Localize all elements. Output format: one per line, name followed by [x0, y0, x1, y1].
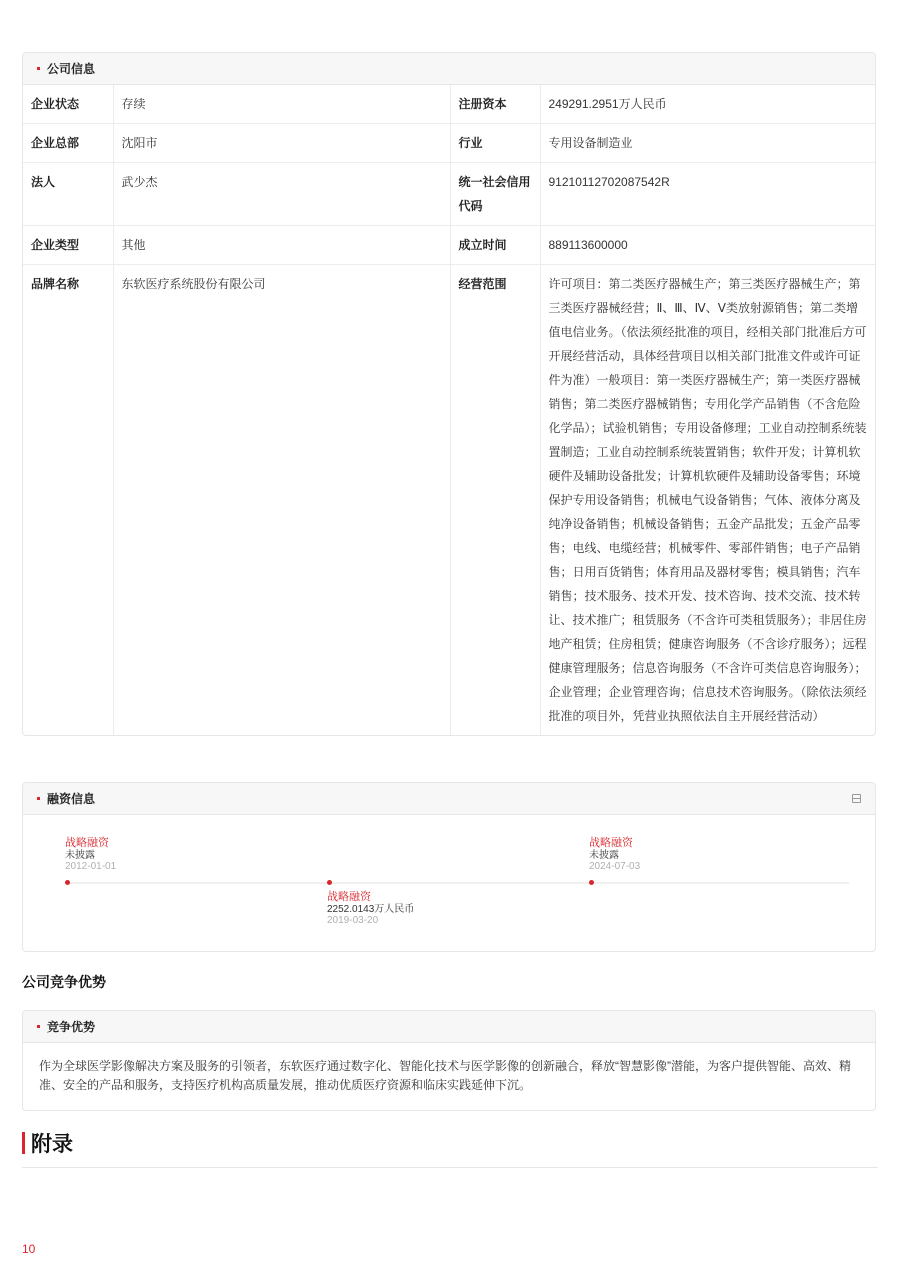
- field-label: 经营范围: [450, 265, 540, 736]
- field-value: 专用设备制造业: [540, 124, 876, 163]
- field-label: 企业总部: [23, 124, 113, 163]
- event-type: 战略融资: [65, 837, 109, 849]
- field-value: 889113600000: [540, 226, 876, 265]
- event-amount: 未披露: [589, 850, 619, 861]
- field-value: 武少杰: [113, 163, 450, 226]
- event-amount: 2252.0143万人民币: [327, 904, 415, 915]
- event-date: 2012-01-01: [65, 861, 117, 872]
- field-label: 注册资本: [450, 85, 540, 124]
- event-amount: 未披露: [65, 850, 95, 861]
- event-type: 战略融资: [327, 891, 371, 903]
- field-value: 东软医疗系统股份有限公司: [113, 265, 450, 736]
- timeline-dot: [589, 880, 594, 885]
- field-label: 行业: [450, 124, 540, 163]
- financing-timeline: [23, 815, 875, 949]
- field-value: 存续: [113, 85, 450, 124]
- competitive-section-title: 公司竞争优势: [22, 974, 106, 990]
- accent-dot-icon: [37, 797, 40, 800]
- competitive-card: [22, 1010, 876, 1111]
- timeline-dot: [65, 880, 70, 885]
- financing-card: [22, 782, 876, 952]
- field-label: 法人: [23, 163, 113, 226]
- timeline-event: [65, 837, 116, 872]
- field-label: 品牌名称: [23, 265, 113, 736]
- timeline-dot: [327, 880, 332, 885]
- event-type: 战略融资: [589, 837, 633, 849]
- company-info-card: [22, 52, 876, 736]
- table-row: [23, 163, 876, 226]
- field-label: 企业类型: [23, 226, 113, 265]
- field-value: 其他: [113, 226, 450, 265]
- appendix-title: 附录: [31, 1133, 73, 1156]
- accent-dot-icon: [37, 67, 40, 70]
- timeline-event: [589, 837, 640, 872]
- field-value: 91210112702087542R: [540, 163, 876, 226]
- company-info-title: 公司信息: [47, 62, 96, 76]
- field-label: 统一社会信用代码: [450, 163, 540, 226]
- company-info-header: [23, 53, 875, 85]
- timeline-event: [327, 891, 414, 926]
- table-row: [23, 124, 876, 163]
- financing-header: [23, 783, 875, 815]
- timeline-axis: [67, 882, 849, 884]
- appendix-heading: [22, 1128, 73, 1158]
- event-date: 2019-03-20: [327, 915, 379, 926]
- page-number: 10: [22, 1242, 36, 1256]
- table-row: [23, 226, 876, 265]
- field-label: 成立时间: [450, 226, 540, 265]
- competitive-body: 作为全球医学影像解决方案及服务的引领者，东软医疗通过数字化、智能化技术与医学影像的创新融合，释放“智慧影像”潜能，为客户提供智能、高效、精准、安全的产品和服务，支持医疗机构高质量发展，推动优质医疗资源和临床实践延伸下沉。: [39, 1059, 851, 1092]
- accent-bar-icon: [22, 1132, 25, 1154]
- table-row: [23, 265, 876, 736]
- table-row: [23, 85, 876, 124]
- divider: [22, 1167, 878, 1168]
- event-date: 2024-07-03: [589, 861, 641, 872]
- field-value: 沈阳市: [113, 124, 450, 163]
- company-info-table: [23, 85, 876, 735]
- panel-icon[interactable]: [852, 794, 861, 803]
- financing-title: 融资信息: [47, 792, 96, 806]
- competitive-card-title: 竞争优势: [47, 1020, 96, 1034]
- business-scope-value: 许可项目：第二类医疗器械生产；第三类医疗器械生产；第三类医疗器械经营；Ⅱ、Ⅲ、Ⅳ、Ⅴ类放射源销售；第二类增值电信业务。（依法须经批准的项目，经相关部门批准后方可开展经营活动，具体经营项目以相关部门批准文件或许可证件为准）一般项目：第一类医疗器械生产；第一类医疗器械销售；第二类医疗器械销售；专用化学产品销售（不含危险化学品）；试验机销售；专用设备修理；工业自动控制系统装置制造；工业自动控制系统装置销售；软件开发；计算机软硬件及辅助设备批发；计算机软硬件及辅助设备零售；环境保护专用设备销售；机械电气设备销售；气体、液体分离及纯净设备销售；机械设备销售；五金产品批发；五金产品零售；电线、电缆经营；机械零件、零部件销售；电子产品销售；日用百货销售；体育用品及器材零售；模具销售；汽车销售；技术服务、技术开发、技术咨询、技术交流、技术转让、技术推广；租赁服务（不含许可类租赁服务）；非居住房地产租赁；住房租赁；健康咨询服务（不含诊疗服务）；远程健康管理服务；信息咨询服务（不含许可类信息咨询服务）；企业管理；企业管理咨询；信息技术咨询服务。（除依法须经批准的项目外，凭营业执照依法自主开展经营活动）: [548, 277, 867, 723]
- accent-dot-icon: [37, 1025, 40, 1028]
- competitive-header: [23, 1011, 875, 1043]
- field-label: 企业状态: [23, 85, 113, 124]
- field-value: 249291.2951万人民币: [540, 85, 876, 124]
